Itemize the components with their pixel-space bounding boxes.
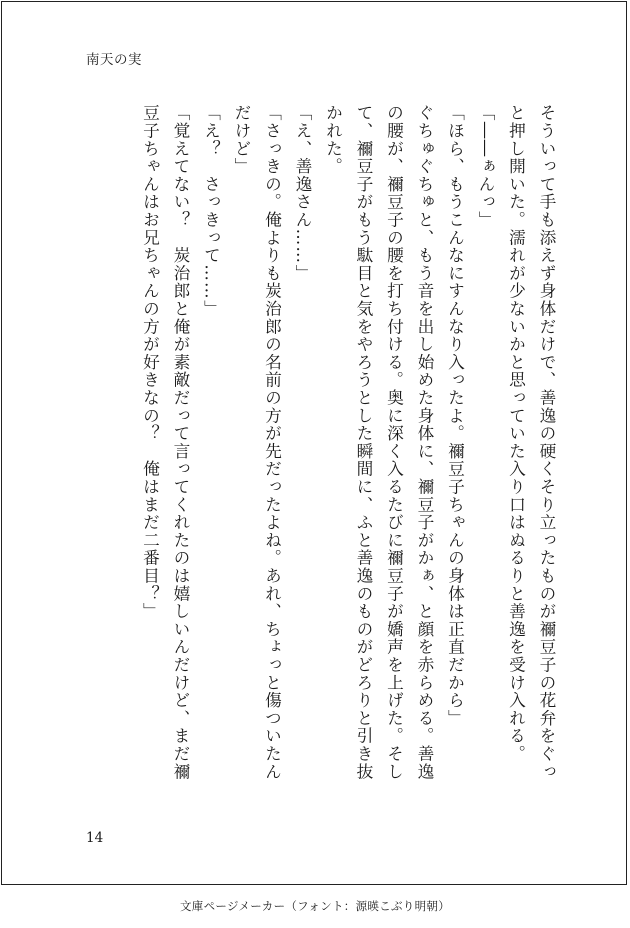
vertical-body-text	[135, 104, 562, 790]
page-number: 14	[86, 830, 104, 846]
generator-credit: 文庫ページメーカー（フォント：源暎こぶり明朝）	[179, 899, 451, 913]
dialogue-line: 「――ぁんっ」	[476, 104, 496, 229]
dialogue-line: 「ほら、もうこんなにすんなり入ったよ。禰豆子ちゃんの身体は正直だから」	[445, 104, 466, 727]
book-page	[1, 1, 627, 885]
dialogue-line: 「覚えてない？ 炭治郎と俺が素敵だって言ってくれたのは嬉しいんだけど、まだ禰豆子ちゃんはお兄ちゃんの方が好きなの？ 俺はまだ二番目？」	[140, 104, 191, 781]
paragraph: そういって手も添えず身体だけで、善逸の硬くそり立ったものが禰豆子の花弁をぐっと押し開いた。濡れが少ないかと思っていた入り口はぬるりと善逸を受け入れる。	[506, 104, 557, 781]
running-title: 南天の実	[86, 52, 142, 68]
paragraph: ぐちゅぐちゅと、もう音を出し始めた身体に、禰豆子がかぁ、と顔を赤らめる。善逸の腰が、禰豆子の腰を打ち付ける。奥に深く入るたびに禰豆子が嬌声を上げた。そして、禰豆子がもう駄目と気をやろうとした瞬間に、ふと善逸のものがどろりと引き抜かれた。	[323, 104, 435, 781]
dialogue-line: 「さっきの。俺よりも炭治郎の名前の方が先だったよね。あれ、ちょっと傷ついたんだけど」	[232, 104, 283, 781]
dialogue-line: 「え？ さっきって……」	[201, 104, 222, 318]
dialogue-line: 「え、善逸さん……」	[293, 104, 313, 282]
